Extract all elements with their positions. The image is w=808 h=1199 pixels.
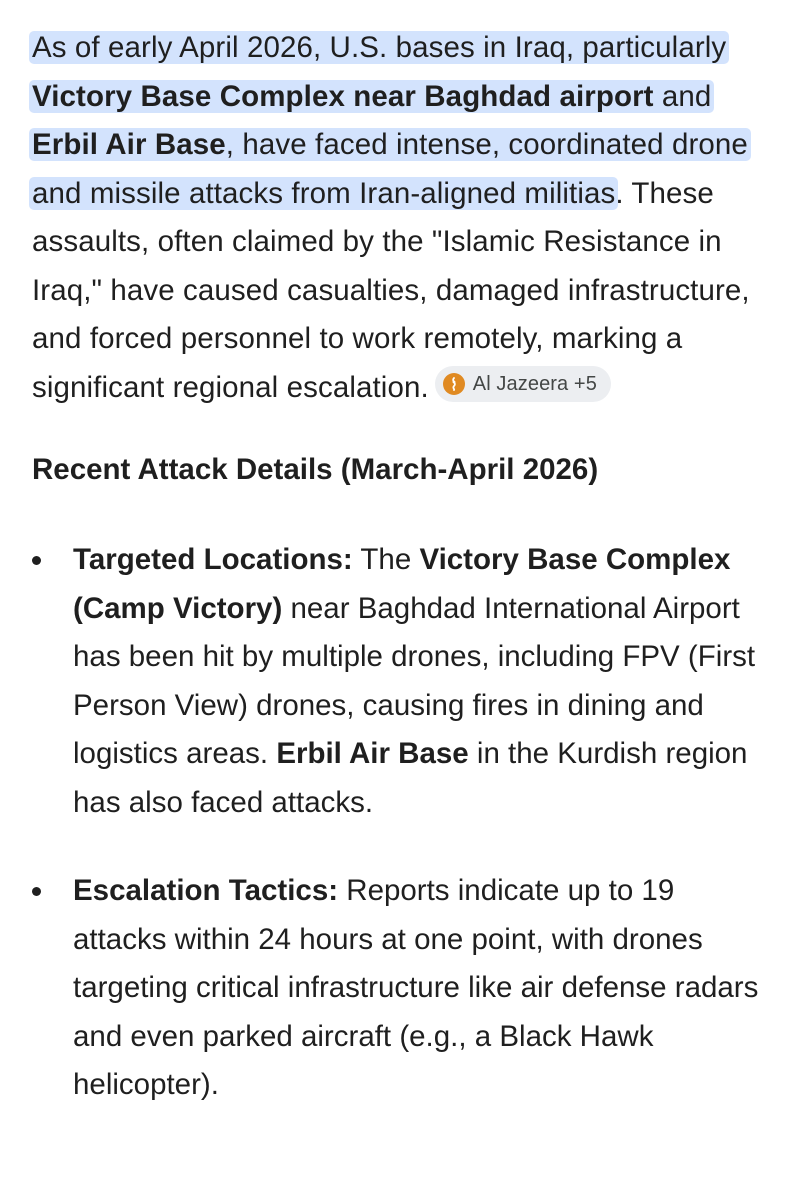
list-item [32,867,772,1110]
response-content [32,24,772,1150]
bullet-text: in the Kurdish region has also faced attacks. [73,737,748,819]
source-chip-label: Al Jazeera +5 [472,372,597,395]
attack-details-list [32,536,772,1110]
intro-bold-erbil: Erbil Air Base [32,128,226,161]
bullet-icon [32,536,44,584]
bullet-text: Reports indicate up to 19 attacks within 24 hours at one point, with drones targeting critical infrastructure like air defense radars and even parked aircraft (e.g., a Black Hawk helicopter). [73,874,759,1101]
list-item [32,536,772,827]
bullet-lead-escalation-tactics: Escalation Tactics: [73,874,339,907]
bullet-icon [32,867,44,915]
intro-text-1: As of early April 2026, U.S. bases in Iraq, particularly [32,31,727,64]
bullet-text: near Baghdad International Airport has been hit by multiple drones, including FPV (First Person View) drones, causing fires in dining and logistics areas. [73,591,756,770]
source-chip[interactable] [435,366,611,402]
bullet-bold-erbil: Erbil Air Base [276,737,469,770]
bullet-bold-camp-victory: Victory Base Complex (Camp Victory) [73,543,731,625]
section-heading: Recent Attack Details (March-April 2026) [32,453,599,486]
intro-paragraph [32,24,772,412]
intro-text-2: and [653,79,712,113]
intro-bold-victory-base: Victory Base Complex near Baghdad airport [32,79,654,113]
al-jazeera-logo-icon [443,373,465,395]
intro-text-rest: . These assaults, often claimed by the "Islamic Resistance in Iraq," have caused casualties, damaged infrastructure, and forced personnel to work remotely, marking a significant regional escalation. [32,176,750,404]
intro-text-3: , have faced intense, coordinated drone and missile attacks from Iran-aligned militias [32,128,748,210]
bullet-text: The [352,543,420,576]
bullet-lead-targeted-locations: Targeted Locations: [73,543,353,576]
